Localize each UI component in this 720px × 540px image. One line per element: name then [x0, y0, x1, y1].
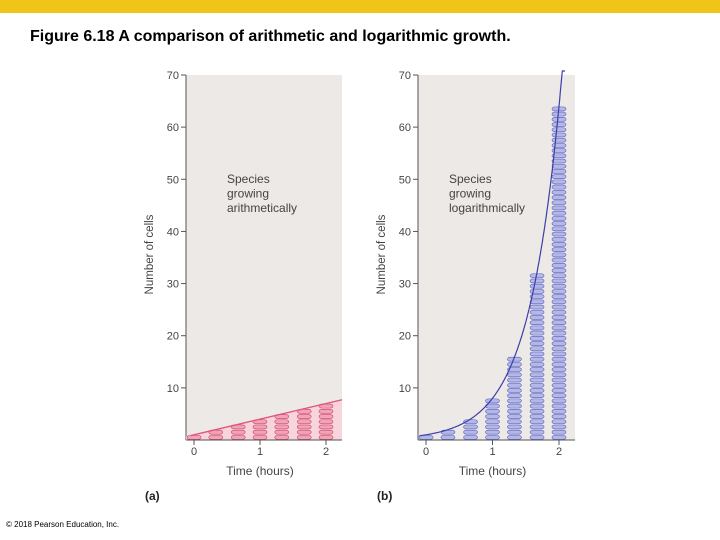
y-axis-label-a: Number of cells [144, 214, 156, 295]
panel-label-b: (b) [377, 489, 393, 503]
y-tick-label-b-50: 50 [398, 174, 411, 187]
bar-a-6 [319, 404, 333, 439]
y-tick-label-a-60: 60 [166, 122, 179, 135]
y-tick-label-b-60: 60 [398, 122, 411, 135]
chart-panel-b [376, 70, 575, 503]
x-axis-label-b: Time (hours) [458, 464, 527, 478]
x-axis-label-a: Time (hours) [226, 464, 294, 478]
figure-title: Figure 6.18 A comparison of arithmetic and logarithmic growth. [30, 28, 511, 45]
y-tick-label-b-30: 30 [398, 278, 411, 291]
x-tick-label-b-1: 1 [489, 446, 496, 458]
annotation-a-0: Species [227, 172, 270, 186]
copyright-notice: © 2018 Pearson Education, Inc. [6, 520, 120, 529]
chart-panel-a [144, 70, 342, 503]
y-tick-label-b-40: 40 [398, 226, 411, 239]
annotation-a-2: arithmetically [227, 201, 298, 215]
bar-a-4 [275, 415, 289, 440]
y-tick-label-a-70: 70 [166, 70, 179, 82]
bar-a-2 [231, 425, 245, 439]
plot-background-a [186, 75, 342, 440]
bar-a-0 [187, 435, 201, 439]
x-tick-label-a-0: 0 [190, 446, 198, 458]
y-tick-label-a-10: 10 [166, 382, 179, 395]
x-tick-label-a-2: 2 [322, 446, 330, 458]
x-tick-label-a-1: 1 [256, 446, 264, 458]
annotation-b-0: Species [449, 172, 492, 186]
annotation-b-2: logarithmically [449, 201, 526, 215]
y-tick-label-a-30: 30 [166, 278, 179, 291]
annotation-b-1: growing [449, 186, 492, 201]
y-tick-label-b-20: 20 [398, 330, 411, 343]
annotation-a-1: growing [227, 186, 270, 201]
y-tick-label-a-40: 40 [166, 226, 179, 239]
y-tick-label-b-10: 10 [398, 382, 411, 395]
y-tick-label-a-20: 20 [166, 330, 179, 343]
y-tick-label-b-70: 70 [398, 70, 411, 82]
x-tick-label-b-2: 2 [555, 446, 563, 458]
plot-background-b [418, 75, 575, 440]
y-tick-label-a-50: 50 [166, 174, 179, 187]
panel-label-a: (a) [145, 489, 160, 503]
y-axis-label-b: Number of cells [376, 214, 388, 295]
x-tick-label-b-0: 0 [422, 446, 430, 458]
